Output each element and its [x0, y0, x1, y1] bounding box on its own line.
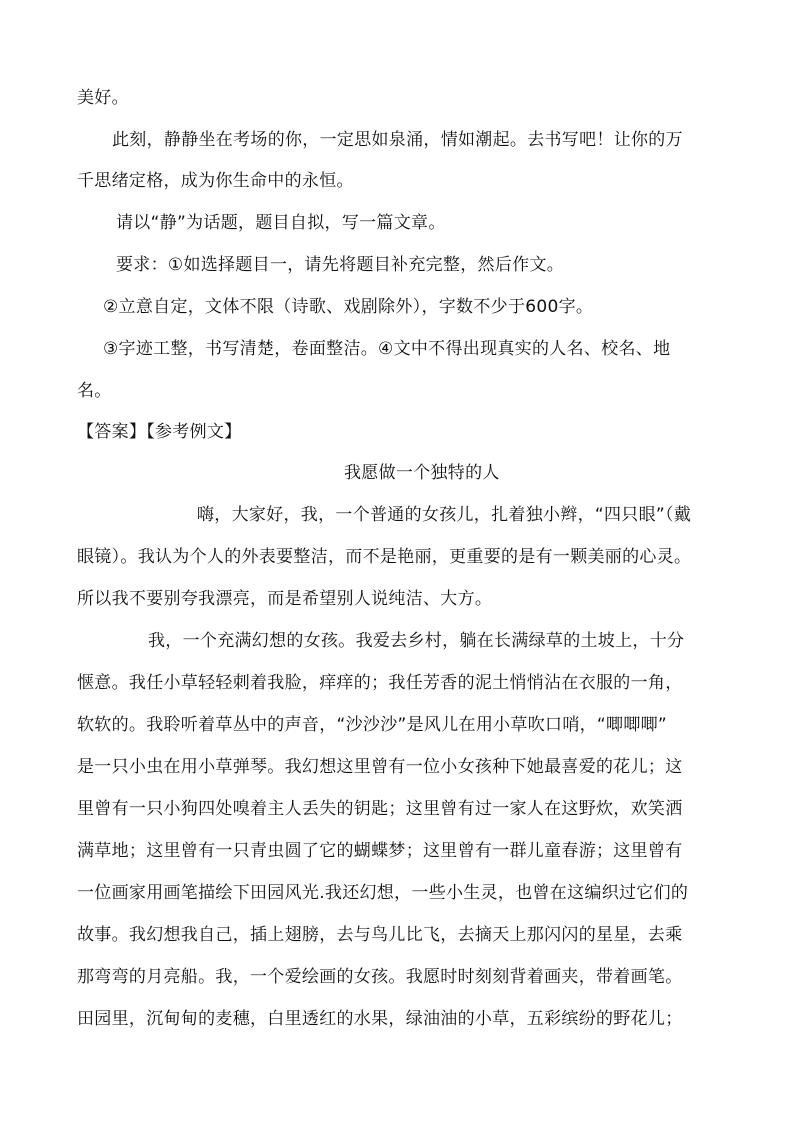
- essay-line: 里曾有一只小狗四处嗅着主人丢失的钥匙；这里曾有过一家人在这野炊，欢笑洒: [77, 799, 683, 819]
- essay-line: 惬意。我任小草轻轻刺着我脸，痒痒的；我任芳香的泥土悄悄沾在衣服的一角，: [77, 673, 683, 693]
- answer-header: 【答案】【参考例文】: [77, 422, 242, 442]
- text-line: 要求：①如选择题目一，请先将题目补充完整，然后作文。: [116, 255, 565, 275]
- text-line: 美好。: [77, 88, 129, 108]
- essay-line: 田园里，沉甸甸的麦穗，白里透红的水果，绿油油的小草，五彩缤纷的野花儿；: [77, 1009, 683, 1029]
- essay-line: 那弯弯的月亮船。我，一个爱绘画的女孩。我愿时时刻刻背着画夹，带着画笔。: [77, 967, 683, 987]
- essay-line: 满草地；这里曾有一只青虫圆了它的蝴蝶梦；这里曾有一群儿童春游；这里曾有: [77, 841, 683, 861]
- essay-line: 所以我不要别夸我漂亮，而是希望别人说纯洁、大方。: [77, 589, 493, 609]
- text-line: ③字迹工整，书写清楚，卷面整洁。④文中不得出现真实的人名、校名、地: [103, 339, 671, 359]
- essay-line: 故事。我幻想我自己，插上翅膀，去与鸟儿比飞，去摘天上那闪闪的星星，去乘: [77, 925, 683, 945]
- essay-line: 一位画家用画笔描绘下田园风光.我还幻想，一些小生灵，也曾在这编织过它们的: [77, 883, 689, 903]
- essay-title: 我愿做一个独特的人: [344, 463, 500, 483]
- text-line: 千思绪定格，成为你生命中的永恒。: [77, 171, 354, 191]
- essay-line: 我，一个充满幻想的女孩。我爱去乡村，躺在长满绿草的土坡上，十分: [148, 631, 685, 651]
- essay-line: 眼镜）。我认为个人的外表要整洁，而不是艳丽，更重要的是有一颗美丽的心灵。: [77, 547, 692, 567]
- text-line: 此刻，静静坐在考场的你，一定思如泉涌，情如潮起。去书写吧！让你的万: [112, 130, 683, 150]
- text-line: 名。: [77, 381, 112, 401]
- essay-line: 是一只小虫在用小草弹琴。我幻想这里曾有一位小女孩种下她最喜爱的花儿；这: [77, 757, 683, 777]
- essay-line: 嗨，大家好，我，一个普通的女孩儿，扎着独小辫，“四只眼”（戴: [197, 505, 692, 525]
- text-line: ②立意自定，文体不限（诗歌、戏剧除外），字数不少于600字。: [103, 297, 594, 317]
- text-line: 请以“静”为话题，题目自拟，写一篇文章。: [116, 213, 446, 233]
- essay-line: 软软的。我聆听着草丛中的声音，“沙沙沙”是风儿在用小草吹口哨，“唧唧唧”: [77, 715, 668, 735]
